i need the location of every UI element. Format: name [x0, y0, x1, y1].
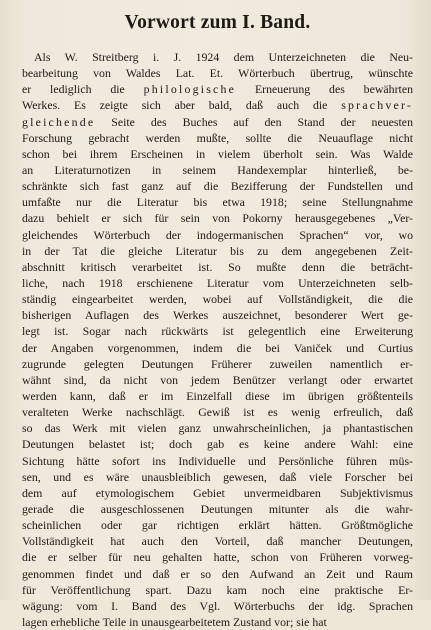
text-line: dazu behielt er sich für sein von Pokorny herausgegebenes „Ver-	[22, 211, 413, 226]
text-line: Vollständigkeit hat auch den Vorteil, daß mancher Deutungen,	[22, 534, 413, 549]
text-line: sen, und es wäre unausbleiblich gewesen, daß viele Forscher bei	[22, 469, 413, 484]
text-line: bisherigen Auflagen des Werkes auszeichnet, besonderer Wert ge-	[22, 308, 413, 323]
text-line: lagen erhebliche Teile in unausgearbeitetem Zustand vor; sie hat	[22, 614, 327, 629]
text-line: für Veröffentlichung spart. Dazu kam noch eine praktische Er-	[22, 582, 413, 597]
page-title: Vorwort zum I. Band.	[124, 12, 311, 33]
text-line: umfaßte nur die Literatur bis etwa 1918; seine Stellungnahme	[22, 195, 413, 210]
text-line: liche, nach 1918 erschienene Literatur vom Unterzeichneten selb-	[22, 275, 413, 290]
text-line: der Angaben vorgenommen, indem die bei Vaniček und Curtius	[22, 340, 413, 355]
text-line: veralteten Werke nachschlägt. Gewiß ist es wenig erfreulich, daß	[22, 405, 413, 420]
spaced-emphasis: philologische	[143, 82, 237, 97]
text-line-emphasis	[22, 81, 413, 97]
text-line: gleichendes Wörterbuch der indogermanischen Sprachen“ vor, wo	[22, 227, 413, 242]
text-line: dem auf etymologischem Gebiet unvermeidbaren Subjektivismus	[22, 485, 413, 500]
spaced-emphasis: sprachver-	[341, 98, 413, 113]
text-line: gerade die ausgeschlossenen Deutungen mitunter als die wahr-	[22, 501, 413, 516]
text-line: die er selber für neu gehalten hatte, schon von Früheren vorweg-	[22, 550, 413, 565]
text-line: an Literaturnotizen in seinem Handexemplar hinterließ, be-	[22, 162, 413, 177]
text-line: Sichtung hätte sofort ins Individuelle und Persönliche führen müs-	[22, 453, 413, 468]
text-fragment: Werkes. Es zeigte sich aber bald, daß auch die	[22, 98, 342, 113]
text-line-emphasis	[22, 97, 413, 113]
text-line: ständig eingearbeitet werden, wobei auf Vollständigkeit, die die	[22, 292, 413, 307]
text-line: werden kann, daß er im Einzelfall diese im übrigen größtenteils	[22, 388, 413, 403]
text-line: abschnitt kritisch verarbeitet ist. So mußte denn die beträcht-	[22, 259, 413, 274]
text-line: wägung: vom I. Band des Vgl. Wörterbuchs der idg. Sprachen	[22, 598, 413, 613]
text-line-emphasis	[22, 114, 413, 130]
text-fragment: Seite des Buches auf den Stand der neuesten	[95, 114, 413, 129]
text-line: Deutungen belastet ist; doch gab es keine andere Wahl: eine	[22, 437, 413, 452]
text-line: legt ist. Sogar nach rückwärts ist gelegentlich eine Erweiterung	[22, 324, 413, 339]
text-line: so das Werk mit vielen ganz unwahrscheinlichen, ja phantastischen	[22, 421, 413, 436]
text-line: Forschung gebracht werden mußte, sollte die Neuauflage nicht	[22, 130, 413, 145]
text-line: schränkte sich fast ganz auf die Bezifferung der Fundstellen und	[22, 179, 413, 194]
text-fragment: Erneuerung des bewährten	[236, 82, 413, 97]
text-line: in der Tat die gleiche Literatur bis zu dem angegebenen Zeit-	[22, 243, 413, 258]
text-line: schon bei ihrem Erscheinen in vielem überholt sein. Was Walde	[22, 146, 413, 161]
text-line: wähnt sind, da nicht von jedem Benützer verlangt oder erwartet	[22, 372, 413, 387]
text-line: genommen findet und daß er so den Aufwand an Zeit und Raum	[22, 566, 413, 581]
text-line: Als W. Streitberg i. J. 1924 dem Unterzeichneten die Neu-	[34, 50, 413, 64]
text-line: scheinlichen oder gar richtigen erklärt hätten. Größtmögliche	[22, 518, 413, 533]
text-fragment: er lediglich die	[22, 82, 144, 97]
spaced-emphasis: gleichende	[22, 114, 96, 129]
text-line: bearbeitung von Waldes Lat. Et. Wörterbuch übertrug, wünschte	[22, 66, 413, 81]
preface-text	[22, 49, 413, 630]
text-line: zugrunde gelegten Deutungen Früherer zuweilen namentlich er-	[22, 356, 413, 371]
